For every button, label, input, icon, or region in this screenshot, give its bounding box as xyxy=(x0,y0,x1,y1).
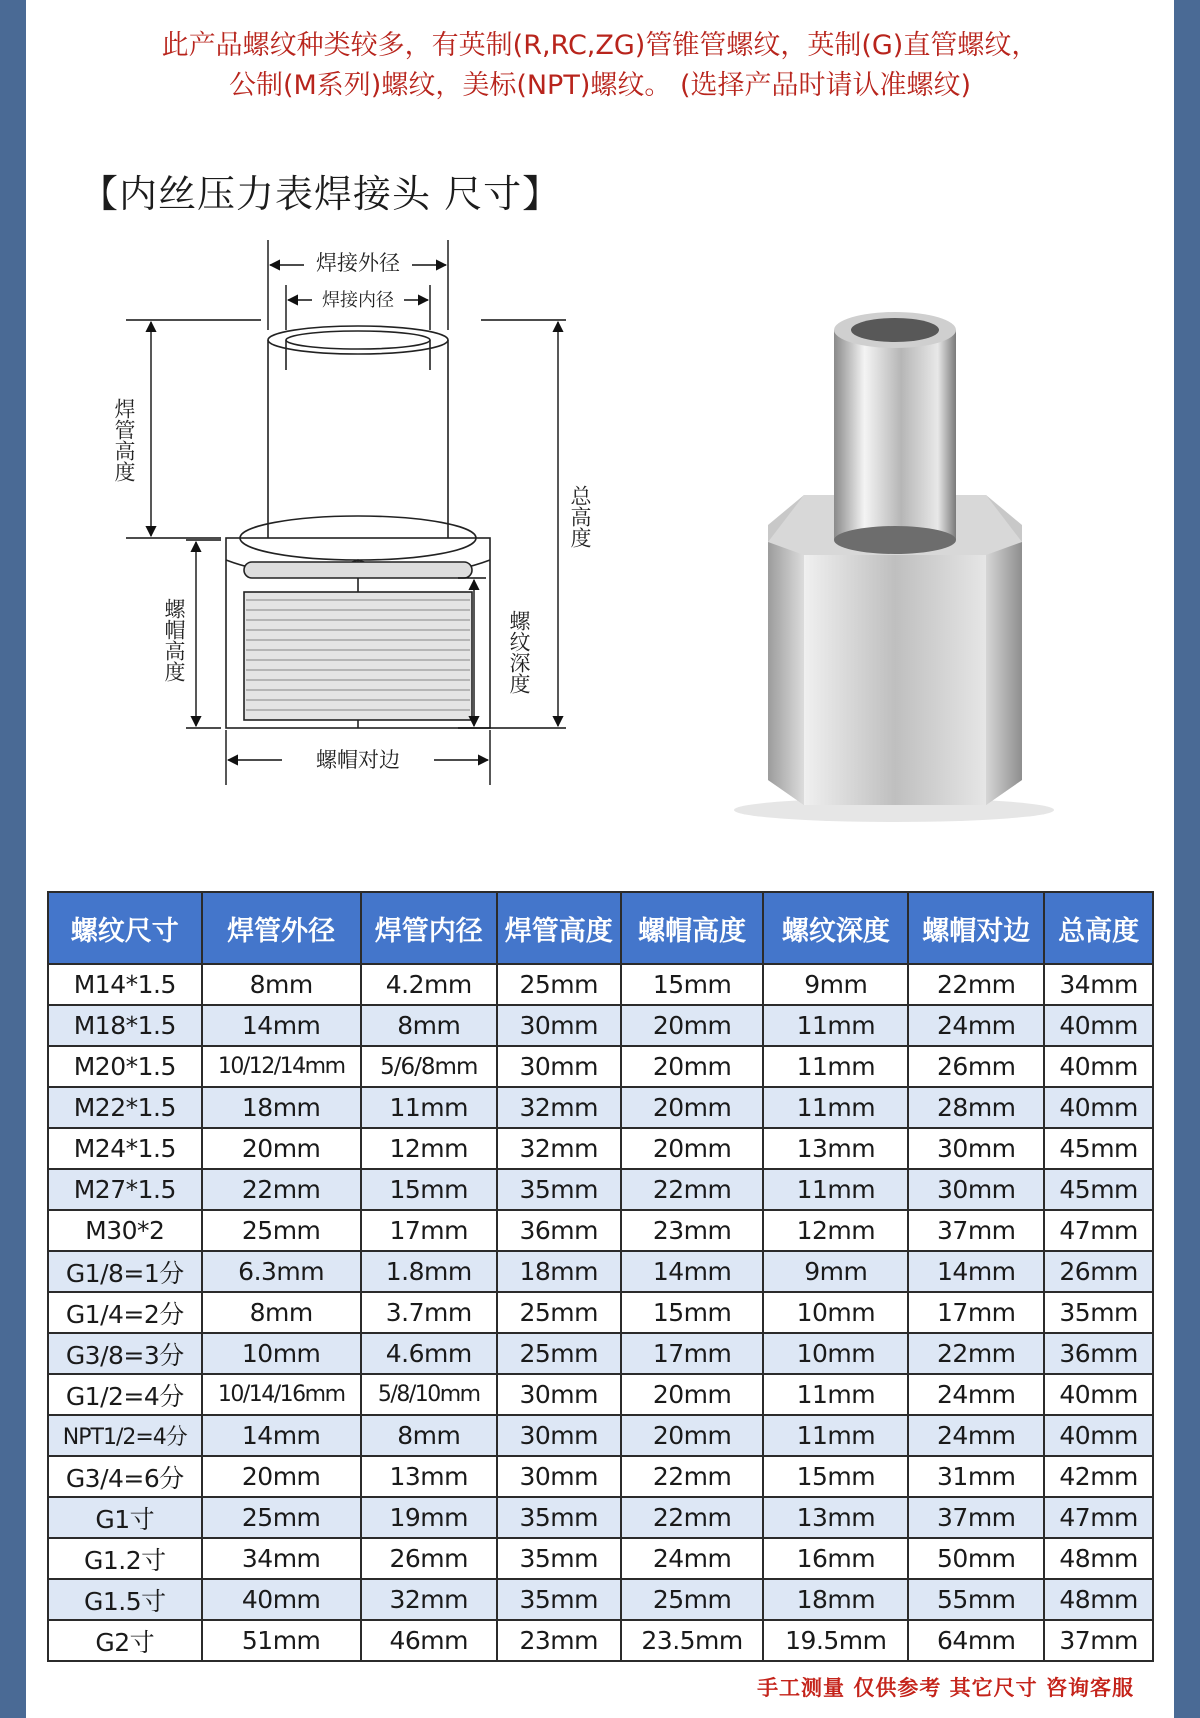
table-cell: 10mm xyxy=(202,1333,361,1374)
table-cell: 64mm xyxy=(908,1620,1044,1661)
table-cell: 15mm xyxy=(621,964,764,1005)
table-cell: 15mm xyxy=(763,1456,908,1497)
table-cell: 18mm xyxy=(763,1579,908,1620)
table-cell: 37mm xyxy=(908,1210,1044,1251)
table-cell: M14*1.5 xyxy=(48,964,202,1005)
label-weld-height: 焊管高度 xyxy=(112,398,136,482)
table-cell: 25mm xyxy=(497,1333,621,1374)
table-cell: 50mm xyxy=(908,1538,1044,1579)
table-cell: 10mm xyxy=(763,1333,908,1374)
table-cell: 11mm xyxy=(763,1415,908,1456)
table-cell: 37mm xyxy=(1044,1620,1153,1661)
table-cell: 13mm xyxy=(763,1128,908,1169)
table-row xyxy=(48,1046,1153,1087)
table-cell: 34mm xyxy=(202,1538,361,1579)
table-cell: G3/4=6分 xyxy=(48,1456,202,1497)
table-cell: 9mm xyxy=(763,964,908,1005)
table-cell: 11mm xyxy=(763,1087,908,1128)
product-image xyxy=(716,310,1076,830)
table-cell: 32mm xyxy=(361,1579,497,1620)
table-cell: 28mm xyxy=(908,1087,1044,1128)
section-title: 【内丝压力表焊接头 尺寸】 xyxy=(80,172,562,216)
table-cell: 34mm xyxy=(1044,964,1153,1005)
table-cell: 20mm xyxy=(202,1456,361,1497)
table-cell: 20mm xyxy=(202,1128,361,1169)
table-cell: 11mm xyxy=(763,1374,908,1415)
notice-line-2: 公制(M系列)螺纹，美标(NPT)螺纹。 (选择产品时请认准螺纹) xyxy=(228,70,972,101)
table-row xyxy=(48,1456,1153,1497)
table-cell: 22mm xyxy=(621,1456,764,1497)
header-nut-flat: 螺帽对边 xyxy=(908,892,1044,964)
table-cell: 30mm xyxy=(497,1374,621,1415)
table-cell: 5/6/8mm xyxy=(361,1046,497,1087)
table-header-row xyxy=(48,892,1153,964)
notice-line-1: 此产品螺纹种类较多，有英制(R,RC,ZG)管锥管螺纹，英制(G)直管螺纹， xyxy=(161,30,1039,61)
table-cell: 31mm xyxy=(908,1456,1044,1497)
table-row xyxy=(48,1087,1153,1128)
table-cell: G3/8=3分 xyxy=(48,1333,202,1374)
table-cell: G1/2=4分 xyxy=(48,1374,202,1415)
table-cell: M18*1.5 xyxy=(48,1005,202,1046)
table-cell: 24mm xyxy=(908,1374,1044,1415)
table-cell: 35mm xyxy=(497,1497,621,1538)
table-cell: 32mm xyxy=(497,1087,621,1128)
table-cell: 40mm xyxy=(1044,1046,1153,1087)
table-cell: G1/4=2分 xyxy=(48,1292,202,1333)
table-cell: 11mm xyxy=(763,1169,908,1210)
table-row xyxy=(48,1415,1153,1456)
table-cell: 24mm xyxy=(908,1005,1044,1046)
table-cell: 4.6mm xyxy=(361,1333,497,1374)
label-total-height: 总高度 xyxy=(568,485,592,548)
table-cell: 8mm xyxy=(202,964,361,1005)
table-cell: 46mm xyxy=(361,1620,497,1661)
table-cell: M27*1.5 xyxy=(48,1169,202,1210)
table-cell: 4.2mm xyxy=(361,964,497,1005)
table-cell: 30mm xyxy=(908,1169,1044,1210)
table-cell: 25mm xyxy=(497,1292,621,1333)
table-cell: M24*1.5 xyxy=(48,1128,202,1169)
table-cell: 24mm xyxy=(908,1415,1044,1456)
table-cell: 10/14/16mm xyxy=(202,1374,361,1415)
table-cell: 42mm xyxy=(1044,1456,1153,1497)
table-cell: 1.8mm xyxy=(361,1251,497,1292)
table-cell: 23mm xyxy=(497,1620,621,1661)
thread-notice xyxy=(26,26,1174,106)
table-cell: 45mm xyxy=(1044,1128,1153,1169)
table-cell: 23mm xyxy=(621,1210,764,1251)
footer-note: 手工测量 仅供参考 其它尺寸 咨询客服 xyxy=(757,1676,1134,1700)
table-row xyxy=(48,1169,1153,1210)
table-cell: 20mm xyxy=(621,1046,764,1087)
table-cell: 24mm xyxy=(621,1538,764,1579)
table-cell: 30mm xyxy=(497,1046,621,1087)
table-row xyxy=(48,1374,1153,1415)
dimension-diagram xyxy=(86,240,592,860)
table-cell: M30*2 xyxy=(48,1210,202,1251)
table-cell: 13mm xyxy=(763,1497,908,1538)
header-weld-outer: 焊管外径 xyxy=(202,892,361,964)
table-cell: 30mm xyxy=(497,1005,621,1046)
table-cell: 14mm xyxy=(908,1251,1044,1292)
table-cell: 22mm xyxy=(202,1169,361,1210)
table-cell: 30mm xyxy=(908,1128,1044,1169)
table-cell: 25mm xyxy=(621,1579,764,1620)
table-cell: 26mm xyxy=(908,1046,1044,1087)
table-cell: 11mm xyxy=(361,1087,497,1128)
table-cell: G1/8=1分 xyxy=(48,1251,202,1292)
header-weld-height: 焊管高度 xyxy=(497,892,621,964)
table-cell: 20mm xyxy=(621,1087,764,1128)
table-cell: 32mm xyxy=(497,1128,621,1169)
table-row xyxy=(48,1005,1153,1046)
table-cell: 9mm xyxy=(763,1251,908,1292)
table-cell: G1.2寸 xyxy=(48,1538,202,1579)
header-total-height: 总高度 xyxy=(1044,892,1153,964)
table-cell: 36mm xyxy=(497,1210,621,1251)
table-cell: 40mm xyxy=(202,1579,361,1620)
table-row xyxy=(48,1620,1153,1661)
table-cell: 22mm xyxy=(621,1169,764,1210)
table-cell: 12mm xyxy=(361,1128,497,1169)
table-cell: 48mm xyxy=(1044,1538,1153,1579)
table-cell: 47mm xyxy=(1044,1210,1153,1251)
label-thread-depth: 螺纹深度 xyxy=(507,610,531,694)
table-cell: 19mm xyxy=(361,1497,497,1538)
table-row xyxy=(48,1210,1153,1251)
table-cell: 8mm xyxy=(202,1292,361,1333)
table-cell: 6.3mm xyxy=(202,1251,361,1292)
table-cell: 40mm xyxy=(1044,1087,1153,1128)
header-thread-depth: 螺纹深度 xyxy=(763,892,908,964)
table-cell: 11mm xyxy=(763,1046,908,1087)
table-cell: 35mm xyxy=(497,1169,621,1210)
table-row xyxy=(48,1538,1153,1579)
table-cell: 13mm xyxy=(361,1456,497,1497)
table-cell: 17mm xyxy=(908,1292,1044,1333)
table-cell: 35mm xyxy=(1044,1292,1153,1333)
table-cell: G2寸 xyxy=(48,1620,202,1661)
table-cell: M22*1.5 xyxy=(48,1087,202,1128)
table-cell: 37mm xyxy=(908,1497,1044,1538)
label-weld-outer: 焊接外径 xyxy=(316,251,400,275)
table-row xyxy=(48,1333,1153,1374)
table-cell: 25mm xyxy=(497,964,621,1005)
label-weld-inner: 焊接内径 xyxy=(322,290,394,311)
table-cell: 22mm xyxy=(908,1333,1044,1374)
table-cell: 17mm xyxy=(361,1210,497,1251)
table-row xyxy=(48,1251,1153,1292)
table-cell: 10mm xyxy=(763,1292,908,1333)
table-cell: 14mm xyxy=(202,1005,361,1046)
table-row xyxy=(48,1292,1153,1333)
table-cell: 35mm xyxy=(497,1538,621,1579)
table-cell: 17mm xyxy=(621,1333,764,1374)
table-cell: 8mm xyxy=(361,1415,497,1456)
table-cell: 8mm xyxy=(361,1005,497,1046)
table-cell: 14mm xyxy=(202,1415,361,1456)
table-cell: 16mm xyxy=(763,1538,908,1579)
label-nut-height: 螺帽高度 xyxy=(162,598,186,682)
label-nut-flat: 螺帽对边 xyxy=(316,748,400,772)
content-panel xyxy=(26,0,1174,1718)
table-row xyxy=(48,1579,1153,1620)
table-cell: 20mm xyxy=(621,1374,764,1415)
table-cell: 55mm xyxy=(908,1579,1044,1620)
table-cell: 26mm xyxy=(361,1538,497,1579)
table-cell: 14mm xyxy=(621,1251,764,1292)
spec-table xyxy=(47,891,1154,1662)
table-row xyxy=(48,964,1153,1005)
table-cell: 3.7mm xyxy=(361,1292,497,1333)
table-cell: 18mm xyxy=(202,1087,361,1128)
table-cell: 5/8/10mm xyxy=(361,1374,497,1415)
table-cell: 19.5mm xyxy=(763,1620,908,1661)
table-cell: 25mm xyxy=(202,1497,361,1538)
table-cell: G1寸 xyxy=(48,1497,202,1538)
table-cell: 40mm xyxy=(1044,1415,1153,1456)
table-cell: NPT1/2=4分 xyxy=(48,1415,202,1456)
table-cell: 18mm xyxy=(497,1251,621,1292)
table-cell: 30mm xyxy=(497,1456,621,1497)
table-cell: 12mm xyxy=(763,1210,908,1251)
table-cell: 10/12/14mm xyxy=(202,1046,361,1087)
table-cell: 36mm xyxy=(1044,1333,1153,1374)
table-cell: 48mm xyxy=(1044,1579,1153,1620)
table-cell: M20*1.5 xyxy=(48,1046,202,1087)
table-cell: 11mm xyxy=(763,1005,908,1046)
table-row xyxy=(48,1497,1153,1538)
table-cell: 25mm xyxy=(202,1210,361,1251)
table-cell: 22mm xyxy=(621,1497,764,1538)
header-weld-inner: 焊管内径 xyxy=(361,892,497,964)
table-cell: G1.5寸 xyxy=(48,1579,202,1620)
table-cell: 30mm xyxy=(497,1415,621,1456)
table-cell: 20mm xyxy=(621,1005,764,1046)
table-cell: 23.5mm xyxy=(621,1620,764,1661)
table-cell: 40mm xyxy=(1044,1374,1153,1415)
table-cell: 51mm xyxy=(202,1620,361,1661)
table-cell: 26mm xyxy=(1044,1251,1153,1292)
header-nut-height: 螺帽高度 xyxy=(621,892,764,964)
table-cell: 40mm xyxy=(1044,1005,1153,1046)
table-cell: 20mm xyxy=(621,1128,764,1169)
table-cell: 45mm xyxy=(1044,1169,1153,1210)
table-row xyxy=(48,1128,1153,1169)
table-cell: 20mm xyxy=(621,1415,764,1456)
header-thread-size: 螺纹尺寸 xyxy=(48,892,202,964)
table-cell: 35mm xyxy=(497,1579,621,1620)
table-cell: 15mm xyxy=(361,1169,497,1210)
table-cell: 15mm xyxy=(621,1292,764,1333)
table-cell: 47mm xyxy=(1044,1497,1153,1538)
table-cell: 22mm xyxy=(908,964,1044,1005)
